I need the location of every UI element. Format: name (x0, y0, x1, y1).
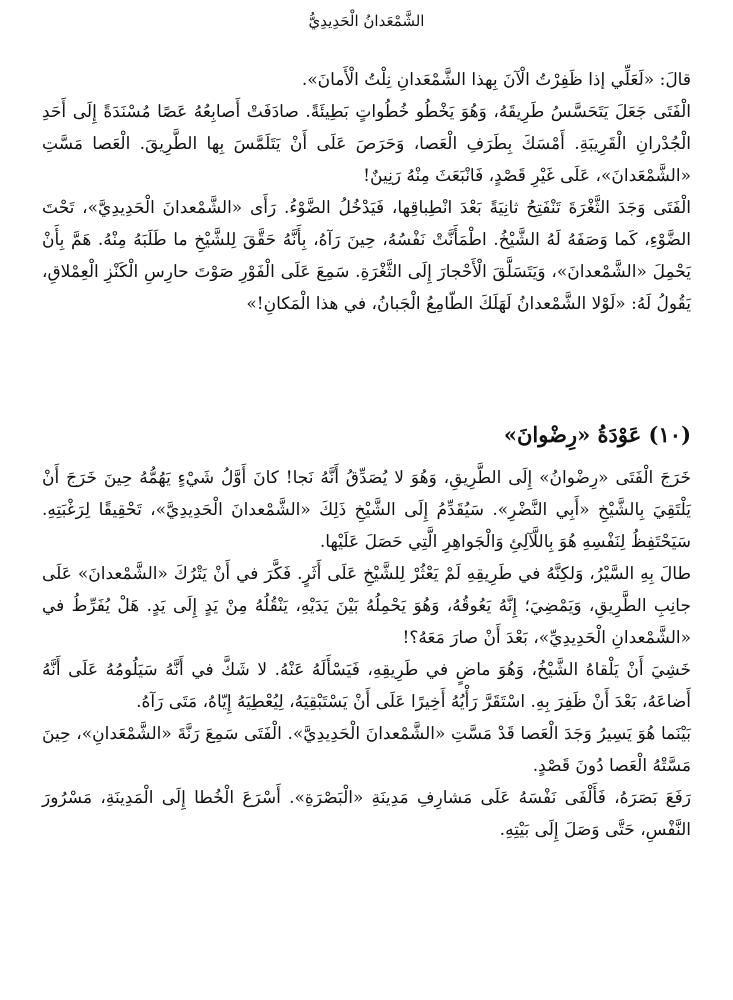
running-header: الشَّمْعَدانُ الْحَدِيدِيُّ (308, 12, 425, 30)
text-block-bottom (42, 462, 691, 846)
paragraph: قالَ: «لَعَلِّي إذا ظَفِرْتُ الْآنَ بِهذا الشَّمْعَدانِ نِلْتُ الْأَمانَ». (301, 70, 691, 90)
paragraph: الْفَتَى وَجَدَ الثَّغْرَةَ تَنْفَتِحُ ثانِيَةً بَعْدَ انْطِباقِها، فَيَدْخُلُ الضَّوْءُ. رَأَى «الشَّمْعدانَ الْحَدِيدِيَّ»، تَحْتَ الضَّوْءِ، كَما وَصَفَهُ لَهُ الشَّيْخُ. اطْمَأَنَّتْ نَفْسُهُ، حِينَ رَآهُ، بِأَنَّهُ حَقَّقَ لِلشَّيْخِ ما طَلَبَهُ مِنْهُ. هَمَّ بِأَنْ يَحْمِلَ «الشَّمْعدانَ»، وَيَتَسَلَّقَ الْأَحْجارَ إِلَى الثَّغْرَةِ. سَمِعَ عَلَى الْفَوْرِ صَوْتَ حارِسِ الْكَنْزِ الْعِمْلاقِ، يَقُولُ لَهُ: «لَوْلا الشَّمْعدانُ لَهَلَكَ الطّامِعُ الْجَبانُ، في هذا الْمَكانِ!» (42, 198, 691, 314)
paragraph: خَشِيَ أَنْ يَلْقاهُ الشَّيْخُ، وَهُوَ ماضٍ في طَرِيقِهِ، فَيَسْأَلَهُ عَنْهُ. لا شَكَّ في أَنَّهُ سَيَلُومُهُ عَلَى أَنَّهُ أَضاعَهُ، بَعْدَ أَنْ ظَفِرَ بِهِ. اسْتَقَرَّ رَأْيُهُ أَخِيرًا عَلَى أَنْ يَسْتَبْقِيَهُ، لِيُعْطِيَهُ إِيّاهُ، مَتَى رَآهُ. (42, 660, 691, 712)
chapter-heading: (١٠) عَوْدَةُ «رِضْوانَ» (503, 422, 691, 447)
paragraph: طالَ بِهِ السَّيْرُ، وَلكِنَّهُ في طَرِيقِهِ لَمْ يَعْثُرْ لِلشَّيْخِ عَلَى أَثَرٍ. فَكَّرَ في أَنْ يَتْرُكَ «الشَّمْعدانَ» عَلَى جانِبِ الطَّرِيقِ، وَيَمْضِيَ؛ إِنَّهُ يَعُوقُهُ، وَهُوَ يَحْمِلُهُ بَيْنَ يَدَيْهِ، يَنْقُلُهُ مِنْ يَدٍ إِلَى يَدٍ. هَلْ يُفَرِّطُ في «الشَّمْعدانِ الْحَدِيدِيِّ»، بَعْدَ أَنْ صارَ مَعَهُ؟! (42, 564, 691, 648)
paragraph: رَفَعَ بَصَرَهُ، فَأَلْفَى نَفْسَهُ عَلَى مَشارِفِ مَدِينَةِ «الْبَصْرَةِ». أَسْرَعَ الْخُطا إِلَى الْمَدِينَةِ، مَسْرُورَ النَّفْسِ، حَتَّى وَصَلَ إِلَى بَيْتِهِ. (42, 788, 691, 840)
paragraph: بَيْنَما هُوَ يَسِيرُ وَجَدَ الْعَصا قَدْ مَسَّتِ «الشَّمْعدانَ الْحَدِيدِيَّ». الْفَتَى سَمِعَ رَنَّةَ «الشَّمْعَدانِ»، حِينَ مَسَّتْهُ الْعَصا دُونَ قَصْدٍ. (42, 724, 691, 776)
paragraph: خَرَجَ الْفَتَى «رِضْوانُ» إِلَى الطَّرِيقِ، وَهُوَ لا يُصَدِّقُ أَنَّهُ نَجا! كانَ أَوَّلُ شَيْءٍ يَهُمُّهُ حِينَ خَرَجَ أَنْ يَلْتَقِيَ بِالشَّيْخِ «أَبِي النَّضْرِ». سَيُقَدِّمُ إِلَى الشَّيْخِ ذَلِكَ «الشَّمْعدانَ الْحَدِيدِيَّ»، تَحْقِيقًا لِرَغْبَتِهِ. سَيَحْتَفِظُ لِنَفْسِهِ هُوَ بِاللَّآلِئِ وَالْجَواهِرِ الَّتِي حَصَلَ عَلَيْها. (42, 468, 691, 552)
text-block-top (42, 64, 691, 320)
paragraph: الْفَتَى جَعَلَ يَتَحَسَّسُ طَرِيقَهُ، وَهُوَ يَخْطُو خُطُواتٍ بَطِيئَةً. صادَفَتْ أَصابِعُهُ عَصًا مُسْنَدَةً إِلَى أَحَدِ الْجُدْرانِ الْقَرِيبَةِ. أَمْسَكَ بِطَرَفِ الْعَصا، وَحَرَصَ عَلَى أَنْ يَتَلَمَّسَ بِها الطَّرِيقَ. الْعَصا مَسَّتِ «الشَّمْعَدانَ»، عَلَى غَيْرِ قَصْدٍ، فَانْبَعَثَ مِنْهُ رَنِينٌ! (42, 102, 691, 186)
